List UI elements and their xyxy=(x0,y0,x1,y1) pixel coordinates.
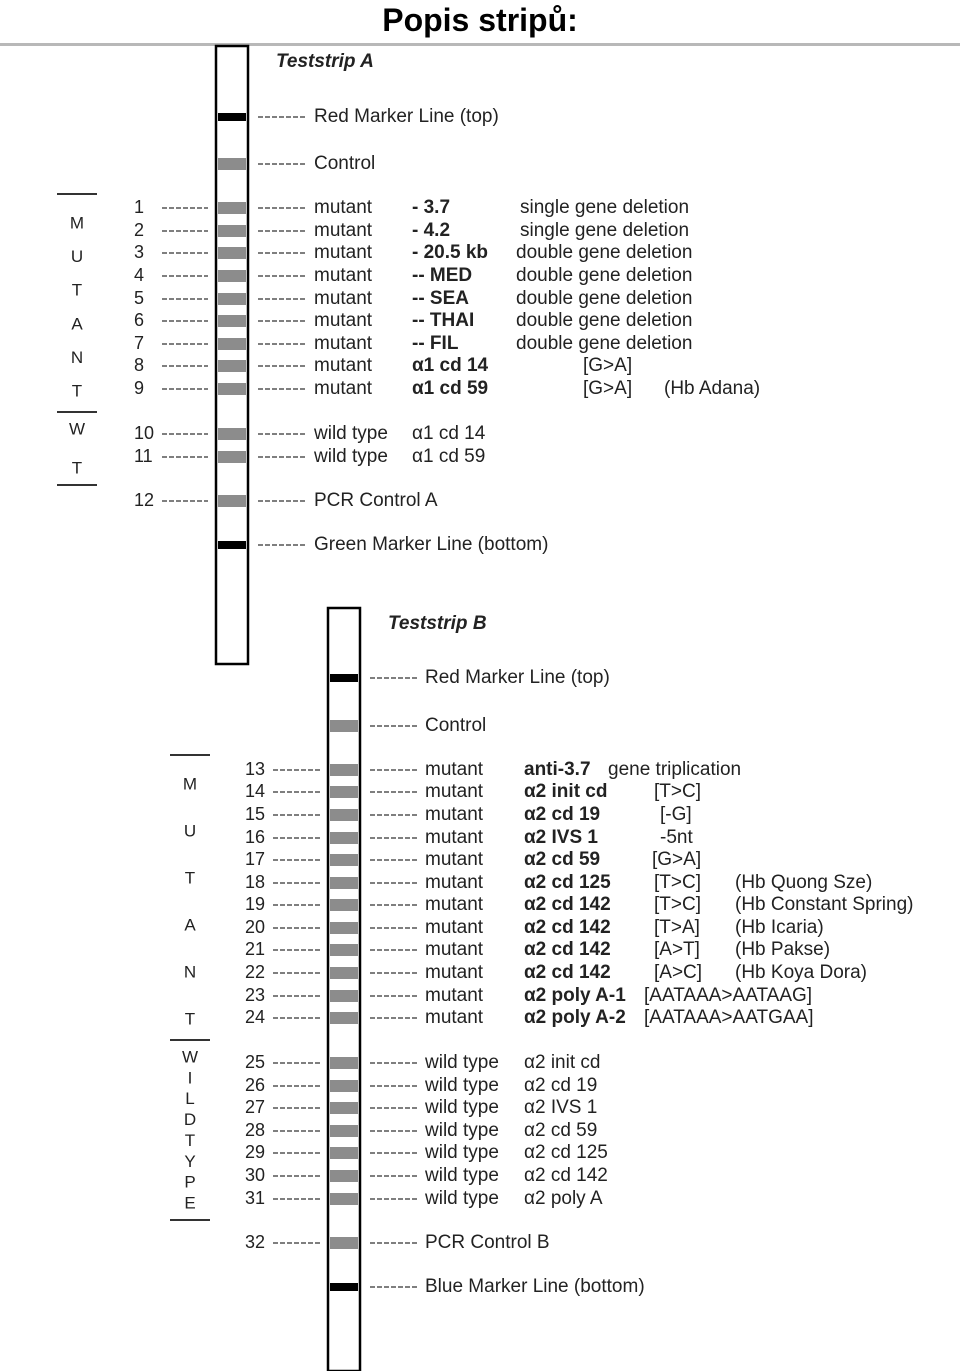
strip-b-line-number-14: 14 xyxy=(245,780,266,801)
strip-a-kind-6: mutant xyxy=(314,310,373,332)
strip-b-kind-23: mutant xyxy=(425,985,484,1007)
strip-b-allele-18: α2 cd 125 xyxy=(524,872,611,894)
strip-b-band-30 xyxy=(330,1170,358,1182)
strip-b-group-mutant-letter-0: M xyxy=(182,774,198,794)
strip-a-strip-name: Teststrip A xyxy=(276,51,374,73)
strip-b-line-number-20: 20 xyxy=(245,916,266,937)
strip-b-allele-16: α2 IVS 1 xyxy=(524,827,598,849)
strip-b-group-wild-letter-3: D xyxy=(183,1110,197,1130)
strip-b-kind-30: wild type xyxy=(425,1165,499,1187)
strip-a-kind-3: mutant xyxy=(314,242,373,264)
strip-b-band-31 xyxy=(330,1193,358,1205)
strip-b-line-number-28: 28 xyxy=(245,1119,266,1140)
strip-a-line-number-12: 12 xyxy=(134,489,155,510)
strip-b-kind-16: mutant xyxy=(425,827,484,849)
strip-b-band-20 xyxy=(330,922,358,934)
strip-a-kind-5: mutant xyxy=(314,288,373,310)
strip-a-marker-top-band xyxy=(218,113,246,121)
strip-b-allele-27: α2 IVS 1 xyxy=(524,1097,598,1119)
strip-b-note-21: [A>T] xyxy=(654,939,700,961)
strip-a-band-7 xyxy=(218,338,246,350)
strip-b-note-13: gene triplication xyxy=(608,759,742,781)
strip-b-group-wild-letter-7: E xyxy=(184,1193,196,1213)
strip-b-allele-25: α2 init cd xyxy=(524,1052,601,1074)
strip-b-extra-18: (Hb Quong Sze) xyxy=(735,872,873,894)
strip-b-note-22: [A>C] xyxy=(654,962,703,984)
strip-a-note-6: double gene deletion xyxy=(516,310,693,332)
strip-b-line-number-30: 30 xyxy=(245,1164,266,1185)
strip-a-kind-12: PCR Control A xyxy=(314,490,438,512)
strip-a-line-number-4: 4 xyxy=(134,264,145,285)
strip-b-extra-20: (Hb Icaria) xyxy=(735,917,824,939)
strip-b-note-18: [T>C] xyxy=(654,872,701,894)
strip-a-band-11 xyxy=(218,451,246,463)
strip-b-allele-29: α2 cd 125 xyxy=(524,1142,608,1164)
strip-a-group-wild-letter-1: T xyxy=(71,458,83,478)
strip-b-line-number-19: 19 xyxy=(245,893,266,914)
strip-b-line-number-26: 26 xyxy=(245,1074,266,1095)
strip-a-band-6 xyxy=(218,315,246,327)
strip-a-note-5: double gene deletion xyxy=(516,288,693,310)
strip-a-allele-11: α1 cd 59 xyxy=(412,446,486,468)
strip-b-allele-21: α2 cd 142 xyxy=(524,939,611,961)
strip-b-kind-18: mutant xyxy=(425,872,484,894)
strip-a-line-number-10: 10 xyxy=(134,422,155,443)
strip-b-allele-20: α2 cd 142 xyxy=(524,917,611,939)
strip-a-extra-9: (Hb Adana) xyxy=(664,378,761,400)
strip-a-line-number-7: 7 xyxy=(134,332,145,353)
strip-a-band-1 xyxy=(218,202,246,214)
strip-b-note-17: [G>A] xyxy=(652,849,702,871)
strip-b-allele-23: α2 poly A-1 xyxy=(524,985,626,1007)
strip-b-line-number-18: 18 xyxy=(245,871,266,892)
strip-b-line-number-24: 24 xyxy=(245,1006,266,1027)
strip-b-note-19: [T>C] xyxy=(654,894,701,916)
strip-a-kind-4: mutant xyxy=(314,265,373,287)
strip-a-band-8 xyxy=(218,360,246,372)
strip-b-allele-28: α2 cd 59 xyxy=(524,1120,598,1142)
strip-a-band-10 xyxy=(218,428,246,440)
strip-b-line-number-27: 27 xyxy=(245,1096,266,1117)
page-title: Popis stripů: xyxy=(382,2,578,38)
strip-b-control-label: Control xyxy=(425,715,487,737)
strip-b-band-17 xyxy=(330,854,358,866)
strip-b-group-wild-letter-2: L xyxy=(185,1089,195,1109)
strip-b-line-number-22: 22 xyxy=(245,961,266,982)
strip-b-group-mutant-letter-3: A xyxy=(184,915,196,935)
strip-b-band-21 xyxy=(330,944,358,956)
strip-a-line-number-8: 8 xyxy=(134,354,145,375)
strip-a-kind-10: wild type xyxy=(314,423,388,445)
strip-a-line-number-9: 9 xyxy=(134,377,145,398)
strip-b-kind-25: wild type xyxy=(425,1052,499,1074)
strip-a-kind-2: mutant xyxy=(314,220,373,242)
strip-a-note-9: [G>A] xyxy=(583,378,633,400)
strip-b-group-wild-letter-0: W xyxy=(181,1047,199,1067)
strip-b-kind-28: wild type xyxy=(425,1120,499,1142)
strip-b-group-mutant-letter-1: U xyxy=(183,821,197,841)
strip-b-kind-17: mutant xyxy=(425,849,484,871)
strip-a-note-2: single gene deletion xyxy=(520,220,690,242)
strip-a-line-number-1: 1 xyxy=(134,196,145,217)
strip-b-group-mutant-letter-2: T xyxy=(184,868,196,888)
strip-a-allele-3: - 20.5 kb xyxy=(412,242,489,264)
strip-b-marker-bottom-label: Blue Marker Line (bottom) xyxy=(425,1276,645,1298)
strip-a-allele-4: -- MED xyxy=(412,265,473,287)
strip-b-kind-21: mutant xyxy=(425,939,484,961)
strip-b-group-wild-letter-4: T xyxy=(184,1130,196,1150)
strip-b-group-wild-letter-1: I xyxy=(187,1068,193,1088)
strip-a-allele-9: α1 cd 59 xyxy=(412,378,489,400)
strip-b-line-number-21: 21 xyxy=(245,938,266,959)
strip-b-kind-22: mutant xyxy=(425,962,484,984)
strip-b-line-number-25: 25 xyxy=(245,1051,266,1072)
strip-b-group-mutant-letter-5: T xyxy=(184,1009,196,1029)
strip-a-allele-6: -- THAI xyxy=(412,310,475,332)
strip-b-allele-13: anti-3.7 xyxy=(524,759,591,781)
strip-b-group-wild-letter-5: Y xyxy=(184,1151,196,1171)
strip-a-note-7: double gene deletion xyxy=(516,333,693,355)
strip-a-control-band xyxy=(218,158,246,170)
strip-b-band-23 xyxy=(330,990,358,1002)
strip-b-band-18 xyxy=(330,877,358,889)
strip-b-kind-32: PCR Control B xyxy=(425,1232,550,1254)
strip-b-marker-top-band xyxy=(330,674,358,682)
strip-b-band-28 xyxy=(330,1125,358,1137)
strip-b-line-number-17: 17 xyxy=(245,848,266,869)
strip-a-line-number-11: 11 xyxy=(134,445,153,466)
strip-b-kind-26: wild type xyxy=(425,1075,499,1097)
strip-b-note-20: [T>A] xyxy=(654,917,700,939)
strip-a-note-4: double gene deletion xyxy=(516,265,693,287)
strip-b-band-25 xyxy=(330,1057,358,1069)
strip-a-control-label: Control xyxy=(314,153,376,175)
strip-b-line-number-15: 15 xyxy=(245,803,266,824)
strip-a-line-number-3: 3 xyxy=(134,241,145,262)
strip-b-note-14: [T>C] xyxy=(654,781,701,803)
strip-a-kind-7: mutant xyxy=(314,333,373,355)
strip-b-allele-15: α2 cd 19 xyxy=(524,804,601,826)
strip-b-group-mutant-letter-4: N xyxy=(183,962,197,982)
strip-b-strip-name: Teststrip B xyxy=(388,613,487,635)
strip-b-line-number-29: 29 xyxy=(245,1141,266,1162)
strip-a-marker-bottom-label: Green Marker Line (bottom) xyxy=(314,534,549,556)
strip-a-allele-2: - 4.2 xyxy=(412,220,451,242)
strip-b-kind-15: mutant xyxy=(425,804,484,826)
strip-a-band-9 xyxy=(218,383,246,395)
strip-a-band-2 xyxy=(218,225,246,237)
strip-a-allele-8: α1 cd 14 xyxy=(412,355,489,377)
strip-b-line-number-31: 31 xyxy=(245,1187,266,1208)
strip-b-kind-24: mutant xyxy=(425,1007,484,1029)
strip-b-kind-31: wild type xyxy=(425,1188,499,1210)
strip-b-band-22 xyxy=(330,967,358,979)
strip-b-line-number-32: 32 xyxy=(245,1231,266,1252)
strip-a-line-number-6: 6 xyxy=(134,309,145,330)
strip-b-band-26 xyxy=(330,1080,358,1092)
strip-a-group-mutant-letter-0: M xyxy=(69,213,85,233)
strip-b-band-32 xyxy=(330,1237,358,1249)
strip-b-note-15: [-G] xyxy=(660,804,692,826)
strip-b-marker-bottom-band xyxy=(330,1283,358,1291)
strip-b-line-number-16: 16 xyxy=(245,826,266,847)
strip-a-allele-1: - 3.7 xyxy=(412,197,451,219)
strip-b-allele-14: α2 init cd xyxy=(524,781,608,803)
strip-a-kind-9: mutant xyxy=(314,378,373,400)
strip-b-band-24 xyxy=(330,1012,358,1024)
strip-a-group-wild-letter-0: W xyxy=(68,419,86,439)
strip-a-band-5 xyxy=(218,293,246,305)
strip-b-kind-19: mutant xyxy=(425,894,484,916)
strip-a-note-3: double gene deletion xyxy=(516,242,693,264)
strip-a-group-mutant-letter-4: N xyxy=(70,347,84,367)
strip-b-extra-22: (Hb Koya Dora) xyxy=(735,962,867,984)
strip-b-band-29 xyxy=(330,1147,358,1159)
strip-b-extra-21: (Hb Pakse) xyxy=(735,939,831,961)
strip-b-kind-29: wild type xyxy=(425,1142,499,1164)
strip-b-allele-31: α2 poly A xyxy=(524,1188,603,1210)
strip-b-allele-19: α2 cd 142 xyxy=(524,894,611,916)
strip-a-marker-top-label: Red Marker Line (top) xyxy=(314,106,499,128)
strip-b-kind-27: wild type xyxy=(425,1097,499,1119)
strip-b-band-15 xyxy=(330,809,358,821)
strip-a-line-number-2: 2 xyxy=(134,219,145,240)
strip-a-line-number-5: 5 xyxy=(134,287,145,308)
strip-a-marker-bottom-band xyxy=(218,541,246,549)
strip-b-allele-17: α2 cd 59 xyxy=(524,849,601,871)
strip-b-allele-24: α2 poly A-2 xyxy=(524,1007,626,1029)
strip-a-note-1: single gene deletion xyxy=(520,197,690,219)
strip-b-band-19 xyxy=(330,899,358,911)
strip-a-kind-8: mutant xyxy=(314,355,373,377)
strip-b-kind-13: mutant xyxy=(425,759,484,781)
strip-a-allele-7: -- FIL xyxy=(412,333,459,355)
strip-b-extra-19: (Hb Constant Spring) xyxy=(735,894,914,916)
strip-a-strip-body xyxy=(216,46,248,664)
strip-b-note-16: -5nt xyxy=(660,827,693,849)
strip-a-kind-11: wild type xyxy=(314,446,388,468)
strip-a-group-mutant-letter-2: T xyxy=(71,280,83,300)
strip-a-band-12 xyxy=(218,495,246,507)
strip-a-group-mutant-letter-5: T xyxy=(71,381,83,401)
strip-b-allele-30: α2 cd 142 xyxy=(524,1165,608,1187)
strip-b-allele-26: α2 cd 19 xyxy=(524,1075,598,1097)
strip-b-line-number-23: 23 xyxy=(245,984,266,1005)
strip-b-line-number-13: 13 xyxy=(245,758,266,779)
strip-b-marker-top-label: Red Marker Line (top) xyxy=(425,667,610,689)
strip-b-allele-22: α2 cd 142 xyxy=(524,962,611,984)
strip-b-kind-14: mutant xyxy=(425,781,484,803)
strip-a-note-8: [G>A] xyxy=(583,355,633,377)
strip-b-band-14 xyxy=(330,786,358,798)
strip-b-note-23: [AATAAA>AATAAG] xyxy=(644,985,813,1007)
strip-b-note-24: [AATAAA>AATGAA] xyxy=(644,1007,814,1029)
strip-a-allele-10: α1 cd 14 xyxy=(412,423,486,445)
strip-a-band-3 xyxy=(218,247,246,259)
strip-b-band-16 xyxy=(330,832,358,844)
strip-a-group-mutant-letter-3: A xyxy=(71,314,83,334)
strip-b-control-band xyxy=(330,720,358,732)
strip-a-kind-1: mutant xyxy=(314,197,373,219)
strip-b-band-27 xyxy=(330,1102,358,1114)
strip-a-band-4 xyxy=(218,270,246,282)
strip-a-group-mutant-letter-1: U xyxy=(70,247,84,267)
strip-b-band-13 xyxy=(330,764,358,776)
strip-b-kind-20: mutant xyxy=(425,917,484,939)
strip-a-allele-5: -- SEA xyxy=(412,288,469,310)
strip-b-group-wild-letter-6: P xyxy=(184,1172,196,1192)
